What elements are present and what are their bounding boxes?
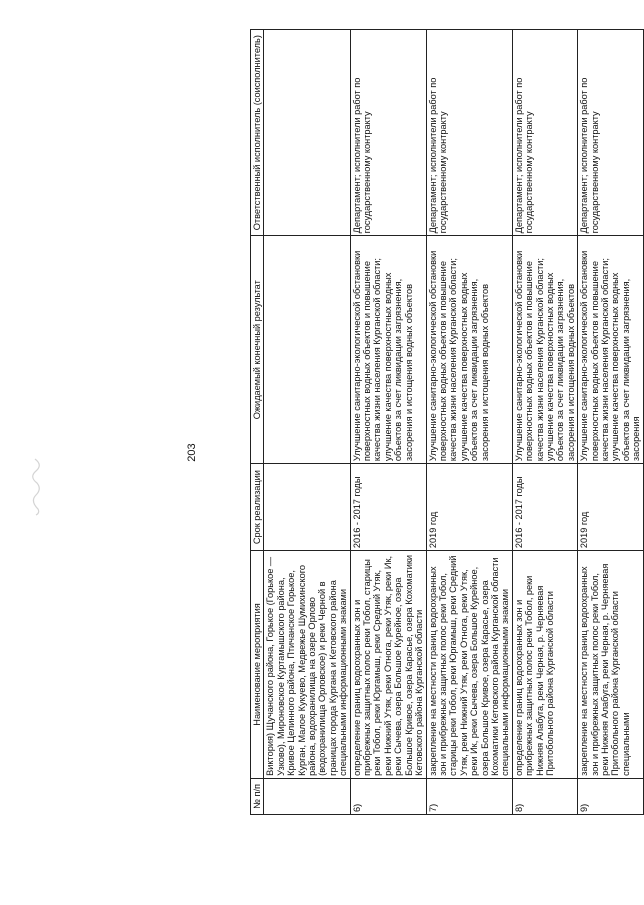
page-number: 203 [186,443,198,462]
faint-stamp-graphic [31,457,45,517]
cell-term: 2019 год [426,464,512,551]
cell-result: Улучшение санитарно-экологической обстановки поверхностных водных объектов и повышение качества жизни населения Курганской области; улучшение качества поверхностных водных объектов за счет ликвидации загрязнения, засорения и истощения водных объектов [512,236,577,464]
cell-executor: Департамент; исполнители работ по государственному контракту [426,30,512,236]
header-name: Наименование мероприятия [251,551,264,779]
header-term: Срок реализации [251,464,264,551]
header-executor: Ответственный исполнитель (соисполнитель) [251,30,264,236]
cell-executor: Департамент; исполнители работ по государственному контракту [512,30,577,236]
cell-executor: Департамент; исполнители работ по государственному контракту [578,30,643,236]
table-row [578,30,643,815]
faint-stamp-mark [31,457,45,517]
cell-term: 2016 - 2017 годы [512,464,577,551]
cell-result: Улучшение санитарно-экологической обстановки поверхностных водных объектов и повышение качества жизни населения Курганской области; улучшение качества поверхностных водных объектов за счет ликвидации загрязнения, засорения и истощения водных объектов [426,236,512,464]
cell-result: Улучшение санитарно-экологической обстановки поверхностных водных объектов и повышение качества жизни населения Курганской области; улучшение качества поверхностных водных объектов за счет ликвидации загрязнения, засорения [578,236,643,464]
cell-term [264,464,350,551]
cell-name: закрепление на местности границ водоохранных зон и прибрежных защитных полос реки Тобол, реки Нижняя Алабуга, реки Черная, р. Черняевая Притобольного района Курганской области специальными [578,551,643,779]
table-row [512,30,577,815]
measures-table [250,29,644,815]
cell-num [264,778,350,814]
cell-name: Виктория) Щучанского района, Горькое (Горькое — Узково), Мироновское Куртамышского района, Кривое Целинного района, Птичанское Горькое, Курган, Малое Кукуево, Медвежье Шумихинского района, водохранилища на озере Орлово (водохранилища Орловское) и реки Черной в границах города Кургана и Кетовского района специальными информационными знаками [264,551,350,779]
table-row [426,30,512,815]
cell-result: Улучшение санитарно-экологической обстановки поверхностных водных объектов и повышение качества жизни населения Курганской области; улучшение качества поверхностных водных объектов за счет ликвидации загрязнения, засорения и истощения водных объектов [350,236,426,464]
cell-result [264,236,350,464]
cell-name: закрепление на местности границ водоохранных зон и прибрежных защитных полос реки Тобол, старицы реки Тобол, реки Юргамыш, реки Средний Утяк, реки Нижний Утяк, реки Отнога, реки Утяк, реки Ик, реки Сычева, озера Большое Курейное, озера Большое Кривое, озера Карасье, озера Кохоматики Кетовского района Курганской области специальными информационными знаками [426,551,512,779]
header-num: № п/п [251,778,264,814]
cell-term: 2019 год [578,464,643,551]
cell-num: 9) [578,778,643,814]
cell-executor: Департамент; исполнители работ по государственному контракту [350,30,426,236]
cell-num: 8) [512,778,577,814]
table-row [350,30,426,815]
table-header-row [251,30,264,815]
table-row [264,30,350,815]
cell-executor [264,30,350,236]
cell-term: 2016 - 2017 годы [350,464,426,551]
header-result: Ожидаемый конечный результат [251,236,264,464]
cell-name: определение границ водоохранных зон и прибрежных защитных полос реки Тобол, реки Нижняя Алабуга, реки Черная, р. Черняевая Притобольного района Курганской области [512,551,577,779]
cell-num: 7) [426,778,512,814]
cell-name: определение границ водоохранных зон и прибрежных защитных полос реки Тобол, старицы реки Тобол, реки Юргамыш, реки Средний Утяк, реки Нижний Утяк, реки Отнога, реки Утяк, реки Ик, реки Сычева, озера Большое Курейное, озера Большое Кривое, озера Карасье, озера Кохоматики Кетовского района Курганской области [350,551,426,779]
cell-num: 6) [350,778,426,814]
